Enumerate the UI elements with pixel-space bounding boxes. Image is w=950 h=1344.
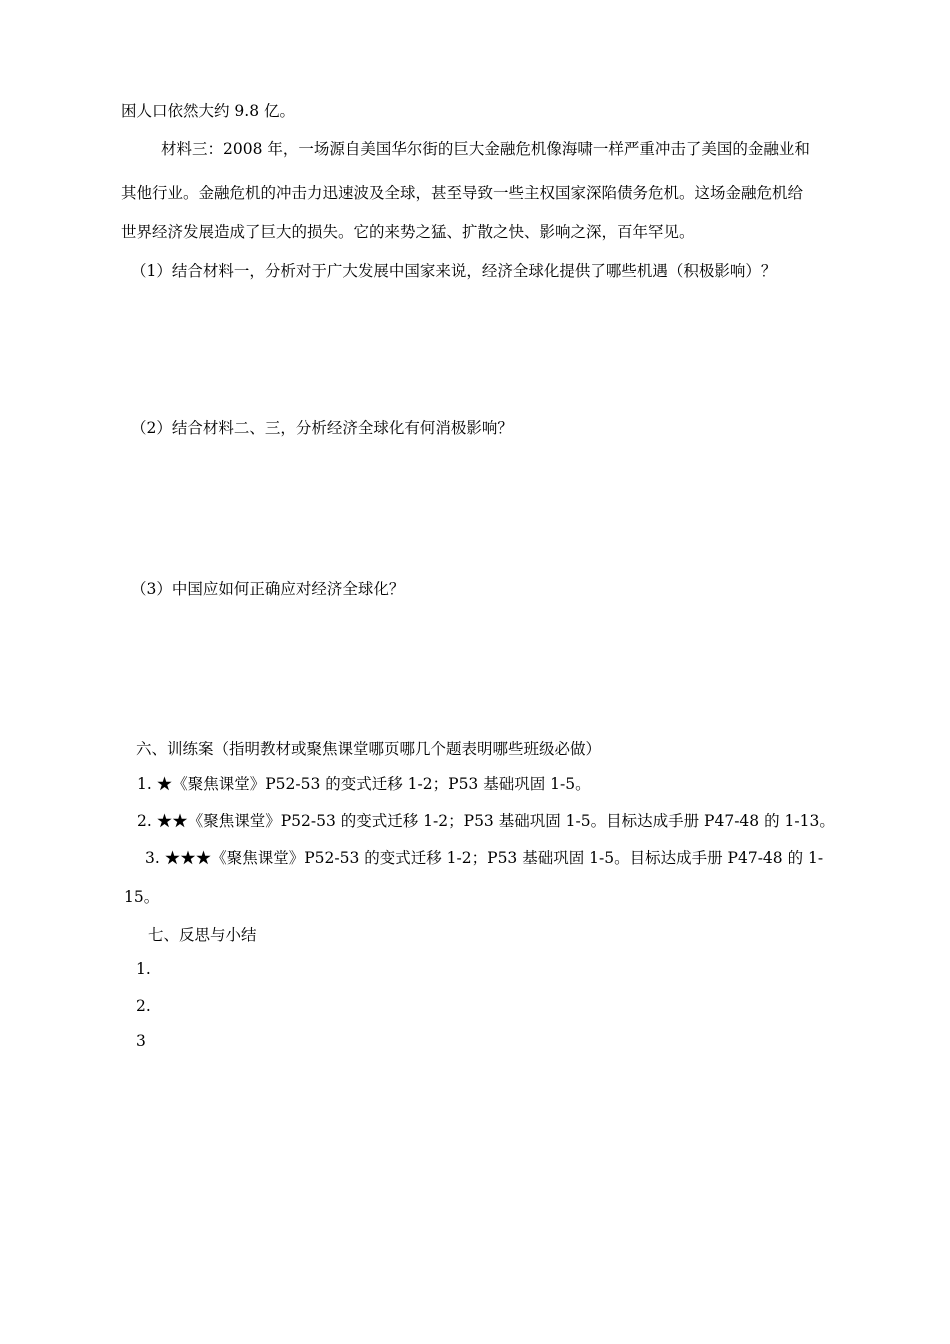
training-item-1: 1. ★《聚焦课堂》P52-53 的变式迁移 1-2；P53 基础巩固 1-5。 <box>137 775 591 793</box>
training-item-3-line-2: 15。 <box>124 888 160 906</box>
training-item-2: 2. ★★《聚焦课堂》P52-53 的变式迁移 1-2；P53 基础巩固 1-5。目标达成手册 P47-48 的 1-13。 <box>137 812 835 830</box>
reflection-item-1: 1. <box>136 960 151 978</box>
material2-tail: 困人口依然大约 9.8 亿。 <box>121 102 296 120</box>
material3-line-1: 材料三：2008 年，一场源自美国华尔街的巨大金融危机像海啸一样严重冲击了美国的金融业和 <box>161 140 810 158</box>
question-3: （3）中国应如何正确应对经济全球化？ <box>131 580 405 598</box>
material3-line-3: 世界经济发展造成了巨大的损失。它的来势之猛、扩散之快、影响之深，百年罕见。 <box>121 223 695 241</box>
training-heading: 六、训练案（指明教材或聚焦课堂哪页哪几个题表明哪些班级必做） <box>136 740 602 758</box>
question-2: （2）结合材料二、三，分析经济全球化有何消极影响？ <box>131 419 513 437</box>
material3-line-2: 其他行业。金融危机的冲击力迅速波及全球，甚至导致一些主权国家深陷债务危机。这场金融危机给 <box>121 184 804 202</box>
reflection-heading: 七、反思与小结 <box>148 926 257 944</box>
training-item-3-line-1: 3. ★★★《聚焦课堂》P52-53 的变式迁移 1-2；P53 基础巩固 1-5。目标达成手册 P47-48 的 1- <box>145 849 824 867</box>
reflection-item-2: 2. <box>136 997 151 1015</box>
question-1: （1）结合材料一，分析对于广大发展中国家来说，经济全球化提供了哪些机遇（积极影响）？ <box>131 262 777 280</box>
reflection-item-3: 3 <box>136 1032 146 1050</box>
